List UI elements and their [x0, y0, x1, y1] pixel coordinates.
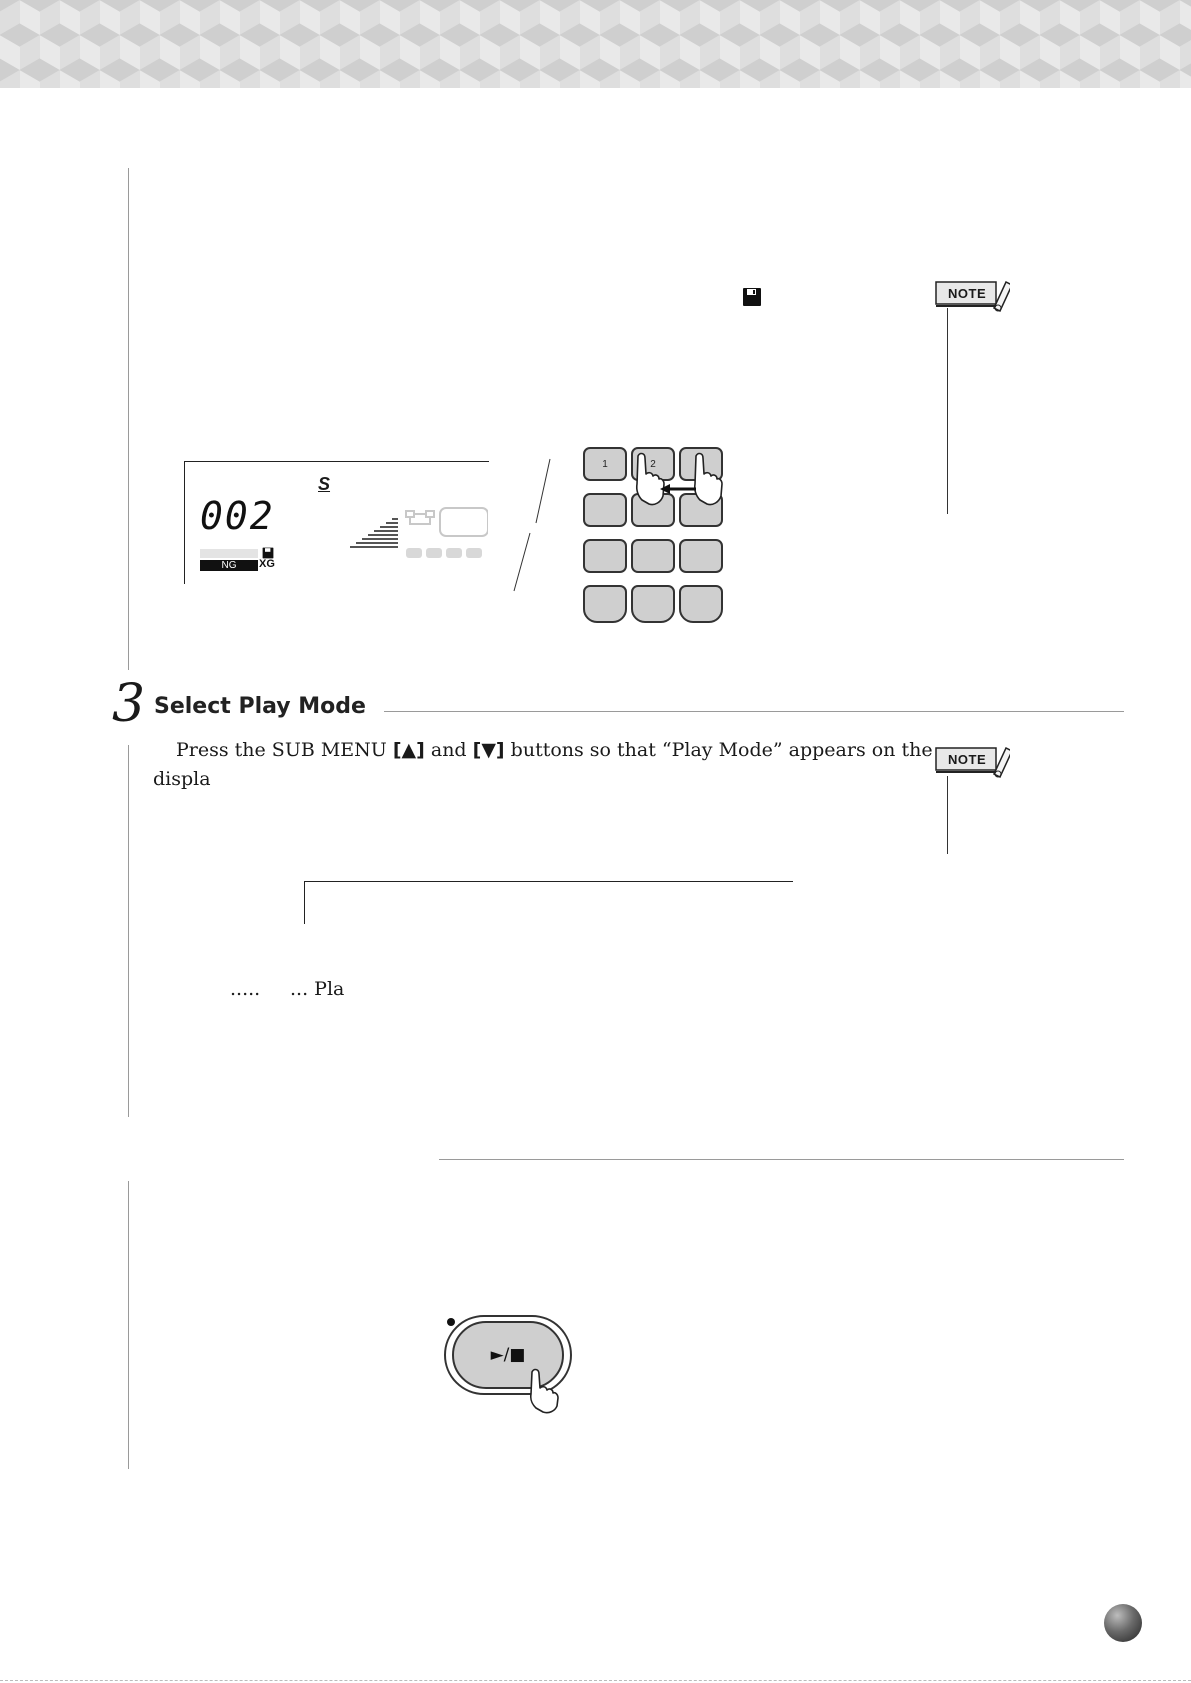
- note-label-1: NOTE: [948, 286, 987, 301]
- pointing-hand-icon: [630, 452, 750, 512]
- page-marker-dot: [1104, 1604, 1142, 1642]
- margin-rule-upper: [128, 168, 129, 670]
- keypad-key-9[interactable]: [679, 539, 723, 573]
- note-stem-1: [947, 308, 948, 514]
- instruction-paragraph-line2: displa: [153, 768, 211, 790]
- para-intro: Press the SUB MENU: [176, 739, 393, 761]
- illustration-break-lines: [508, 457, 554, 593]
- sub-menu-down-key: [▼]: [472, 739, 505, 761]
- keypad-key-2-label: 2: [650, 458, 656, 470]
- play-led-indicator: [447, 1318, 455, 1326]
- note-stem-2: [947, 776, 948, 854]
- keypad-key-4[interactable]: [583, 493, 627, 527]
- section-title-rule: [384, 711, 1124, 712]
- instruction-paragraph: [176, 739, 933, 761]
- sub-menu-up-key: [▲]: [392, 739, 425, 761]
- step-number: 3: [112, 674, 146, 734]
- margin-rule-lower: [128, 1181, 129, 1469]
- lcd-s-mark: S: [318, 474, 331, 494]
- lcd-track-icons: [404, 506, 488, 560]
- display-frame: [304, 881, 793, 924]
- floppy-disk-icon: [742, 287, 762, 307]
- header-band: [0, 0, 1191, 88]
- keypad-key-0[interactable]: [631, 585, 675, 623]
- lcd-xg-logo: XG: [259, 558, 275, 570]
- note-badge-1: [934, 276, 1010, 320]
- dots-left: .....: [230, 978, 261, 1000]
- lcd-volume-ramp: [348, 518, 398, 552]
- keypad-key-8[interactable]: [631, 539, 675, 573]
- play-stop-label: ►/■: [490, 1345, 526, 1365]
- keypad-key-1-label: 1: [602, 458, 608, 470]
- lcd-song-number: 002: [200, 494, 275, 538]
- note-badge-2: [934, 742, 1010, 786]
- para-and: and: [424, 739, 473, 761]
- note-label-2: NOTE: [948, 752, 987, 767]
- dots-right: ... Pla: [290, 978, 345, 1000]
- keypad-key-minus[interactable]: [583, 585, 627, 623]
- keypad-key-1[interactable]: [583, 447, 627, 481]
- para-rest: buttons so that “Play Mode” appears on the: [504, 739, 933, 761]
- pressing-hand-icon: [524, 1368, 568, 1414]
- bottom-rule: [0, 1680, 1191, 1682]
- margin-rule-middle: [128, 745, 129, 1117]
- section-title: Select Play Mode: [154, 694, 366, 719]
- keypad-key-plus[interactable]: [679, 585, 723, 623]
- lower-section-rule: [439, 1159, 1124, 1160]
- lcd-ng-indicator: NG: [200, 560, 258, 571]
- keypad-key-7[interactable]: [583, 539, 627, 573]
- lcd-gray-bar: [200, 549, 258, 558]
